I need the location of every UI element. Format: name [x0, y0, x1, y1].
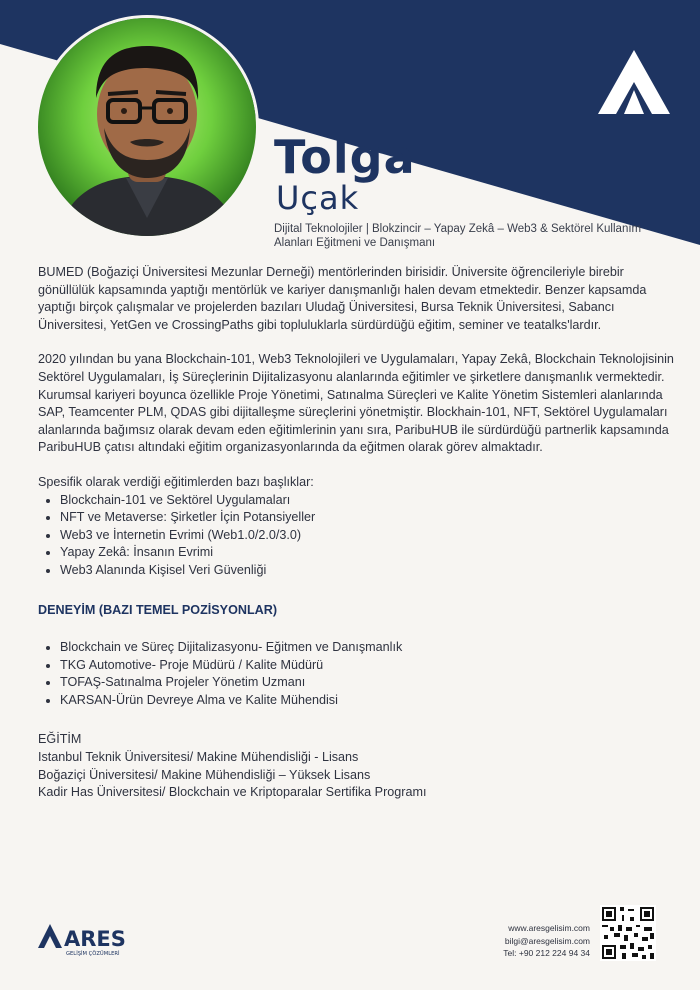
job-subtitle: Dijital Teknolojiler | Blokzincir – Yapay Zekâ – Web3 & Sektörel Kullanım Alanları Eğitmeni ve Danışmanı	[274, 223, 642, 249]
list-item: Istanbul Teknik Üniversitesi/ Makine Mühendisliği - Lisans	[38, 750, 359, 765]
trainings-intro: Spesifik olarak verdiği eğitimlerden bazı başlıklar:	[38, 474, 314, 489]
website-link[interactable]: www.aresgelisim.com	[508, 923, 590, 933]
bio-paragraph-1: BUMED (Boğaziçi Üniversitesi Mezunlar Derneği) mentörlerinden birisidir. Üniversite öğrencileriyle birebir gönüllülük kapsamında yaptığı mentörlük ve kariyer danışmanlığı halen devam etmektedir. Benzer kapsamda yaptığı birçok çalışmalar ve projelerden bazıları Uludağ Üniversitesi, Bursa Teknik Üniversitesi, Sabancı Üniversitesi, YetGen ve CrossingPaths gibi topluluklarla sürdürdüğü eğitim, seminer ve teatalks'lardır.	[38, 265, 647, 332]
list-item: Boğaziçi Üniversitesi/ Makine Mühendisliği – Yüksek Lisans	[38, 767, 371, 782]
first-name: Tolga	[274, 130, 416, 184]
bio-paragraph-2: 2020 yılından bu yana Blockchain-101, Web3 Teknolojileri ve Uygulamaları, Yapay Zekâ, Blockchain Teknolojisinin Sektörel Uygulamaları, İş Süreçlerinin Dijitalizasyonu alanlarında eğitimler ve şirketlere danışmanlık vermektedir. Kurumsal kariyeri boyunca özellikle Proje Yönetimi, Satınalma Süreçleri ve Kalite Yönetim Sistemleri alanlarında SAP, Teamcenter PLM, QDAS gibi dijitalleşme süreçlerini yönetmiştir. Blockhain-101, NFT, Sektörel Uygulamaları alanlarında bağımsız olarak devam eden eğitimlerinin yanı sıra, ParibuHUB ile sürdürdüğü partnerlik kapsamında ParibuHUB çatısı altındaki eğitim organizasyonlarında da eğitmen olarak görev almaktadır.	[38, 352, 674, 455]
list-item: • Yapay Zekâ: İnsanın Evrimi	[60, 544, 674, 562]
education-heading: EĞİTİM	[38, 732, 82, 747]
list-item: • Blockchain ve Süreç Dijitalizasyonu- Eğitmen ve Danışmanlık	[60, 639, 674, 657]
list-item: • KARSAN-Ürün Devreye Alma ve Kalite Mühendisi	[60, 692, 674, 710]
ares-logo-word: ARES	[64, 927, 126, 951]
list-item: • Web3 ve İnternetin Evrimi (Web1.0/2.0/3.0)	[60, 527, 674, 545]
list-item: Kadir Has Üniversitesi/ Blockchain ve Kriptoparalar Sertifika Programı	[38, 785, 427, 800]
list-item: • NFT ve Metaverse: Şirketler İçin Potansiyeller	[60, 509, 674, 527]
experience-list	[38, 639, 674, 709]
ares-logo	[38, 922, 148, 958]
qr-code-icon	[600, 905, 656, 961]
contact-block	[450, 922, 590, 960]
experience-heading: DENEYİM (BAZI TEMEL POZİSYONLAR)	[38, 602, 278, 617]
education-block	[38, 731, 674, 801]
last-name: Uçak	[276, 179, 360, 217]
person-portrait-icon	[38, 18, 256, 236]
bio-body	[38, 264, 674, 802]
phone-number: Tel: +90 212 224 94 34	[503, 948, 590, 958]
trainings-list	[38, 492, 674, 580]
list-item: • Web3 Alanında Kişisel Veri Güvenliği	[60, 562, 674, 580]
triangle-logo-icon	[598, 50, 670, 116]
list-item: • TKG Automotive- Proje Müdürü / Kalite Müdürü	[60, 657, 674, 675]
list-item: • TOFAŞ-Satınalma Projeler Yönetim Uzmanı	[60, 674, 674, 692]
email-link[interactable]: bilgi@aresgelisim.com	[504, 935, 590, 946]
ares-logo-tagline: GELİŞİM ÇÖZÜMLERİ	[66, 951, 120, 957]
list-item: • Blockchain-101 ve Sektörel Uygulamaları	[60, 492, 674, 510]
